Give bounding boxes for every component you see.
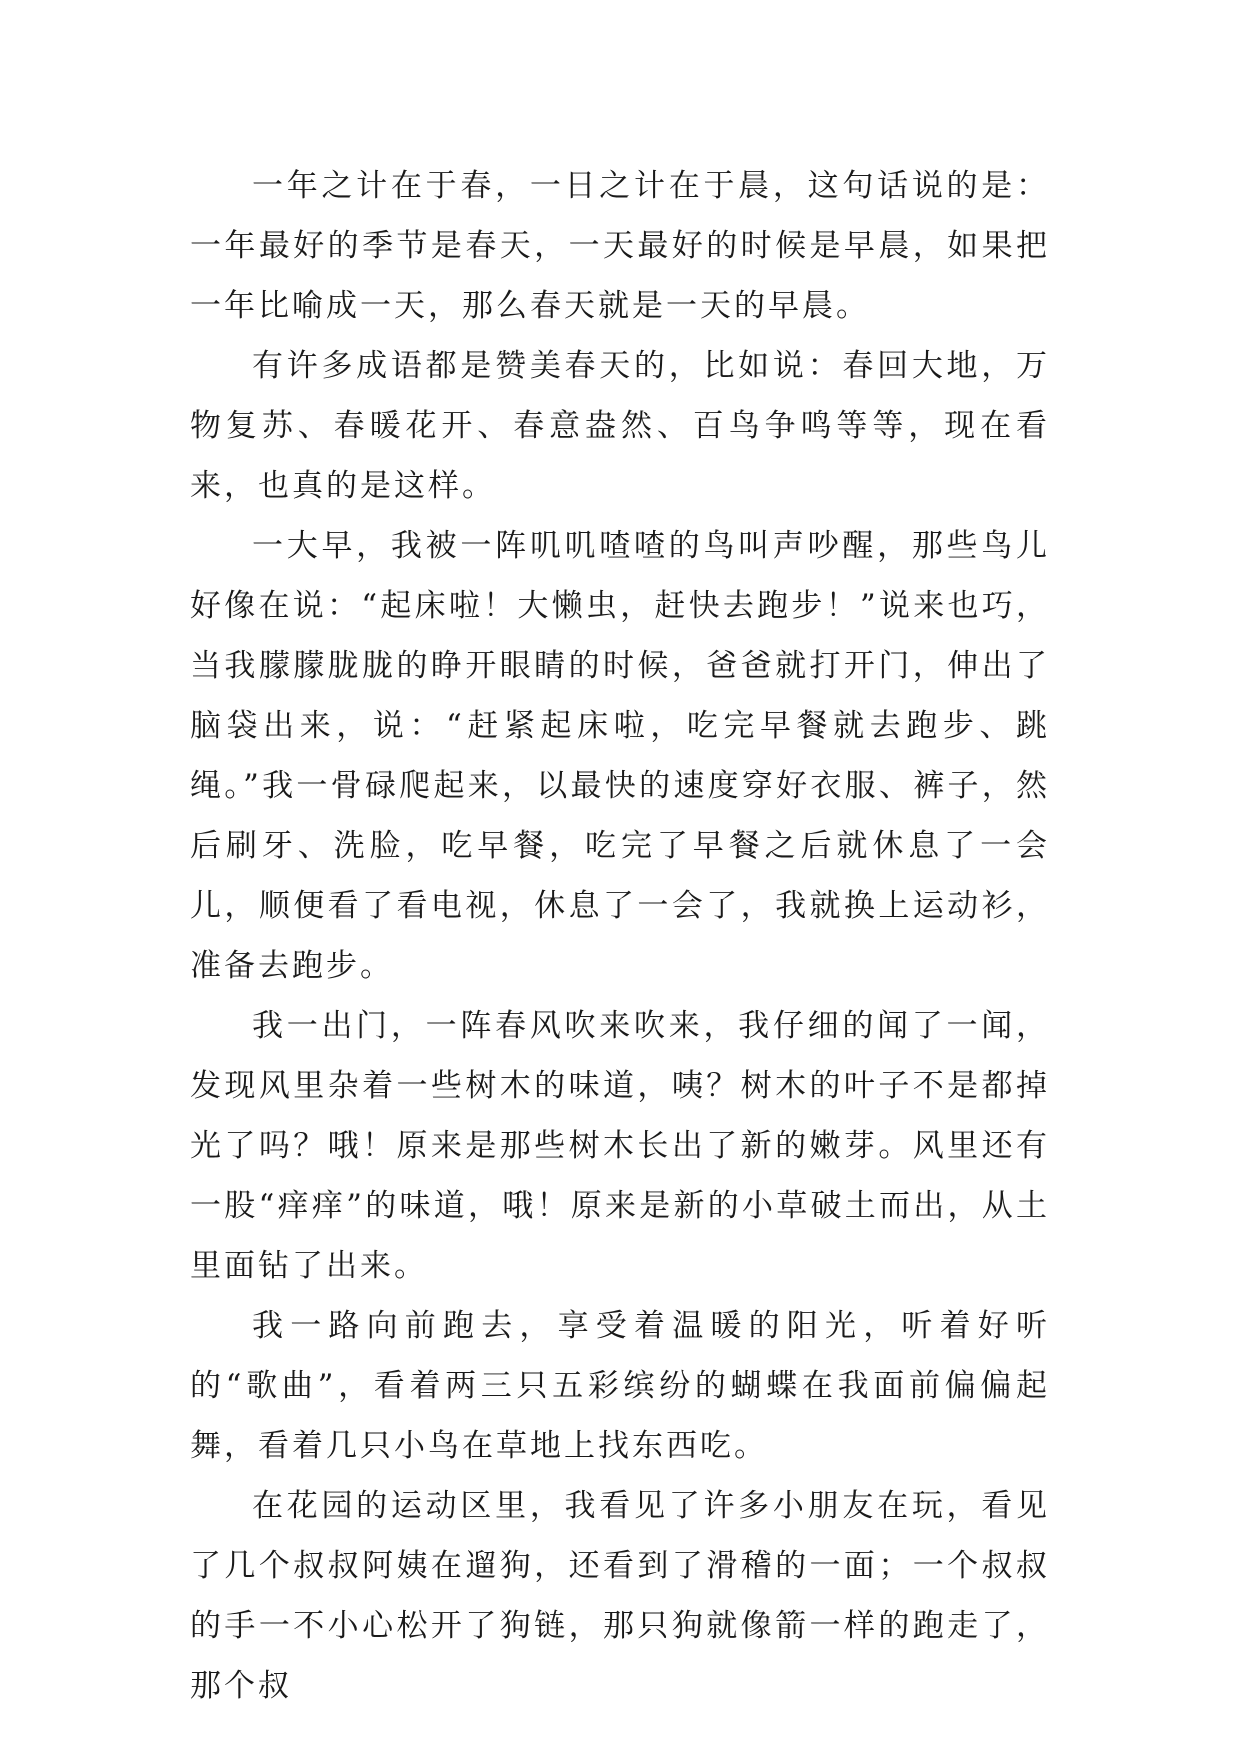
paragraph-6: 在花园的运动区里，我看见了许多小朋友在玩，看见了几个叔叔阿姨在遛狗，还看到了滑稽的一面；一个叔叔的手一不小心松开了狗链，那只狗就像箭一样的跑走了，那个叔 xyxy=(190,1488,1050,1704)
paragraph-5: 我一路向前跑去，享受着温暖的阳光，听着好听的“歌曲”，看着两三只五彩缤纷的蝴蝶在我面前偏偏起舞，看着几只小鸟在草地上找东西吃。 xyxy=(190,1308,1050,1464)
paragraph-1: 一年之计在于春，一日之计在于晨，这句话说的是：一年最好的季节是春天，一天最好的时候是早晨，如果把一年比喻成一天，那么春天就是一天的早晨。 xyxy=(190,168,1050,324)
paragraph-3: 一大早，我被一阵叽叽喳喳的鸟叫声吵醒，那些鸟儿好像在说：“起床啦！大懒虫，赶快去跑步！”说来也巧，当我朦朦胧胧的睁开眼睛的时候，爸爸就打开门，伸出了脑袋出来，说：“赶紧起床啦，吃完早餐就去跑步、跳绳。”我一骨碌爬起来，以最快的速度穿好衣服、裤子，然后刷牙、洗脸，吃早餐，吃完了早餐之后就休息了一会儿，顺便看了看电视，休息了一会了，我就换上运动衫，准备去跑步。 xyxy=(190,528,1050,984)
document-body xyxy=(190,156,1050,1716)
paragraph-4: 我一出门，一阵春风吹来吹来，我仔细的闻了一闻，发现风里杂着一些树木的味道，咦？树木的叶子不是都掉光了吗？哦！原来是那些树木长出了新的嫩芽。风里还有一股“痒痒”的味道，哦！原来是新的小草破土而出，从土里面钻了出来。 xyxy=(190,1008,1050,1284)
paragraph-2: 有许多成语都是赞美春天的，比如说：春回大地，万物复苏、春暖花开、春意盎然、百鸟争鸣等等，现在看来，也真的是这样。 xyxy=(190,348,1050,504)
